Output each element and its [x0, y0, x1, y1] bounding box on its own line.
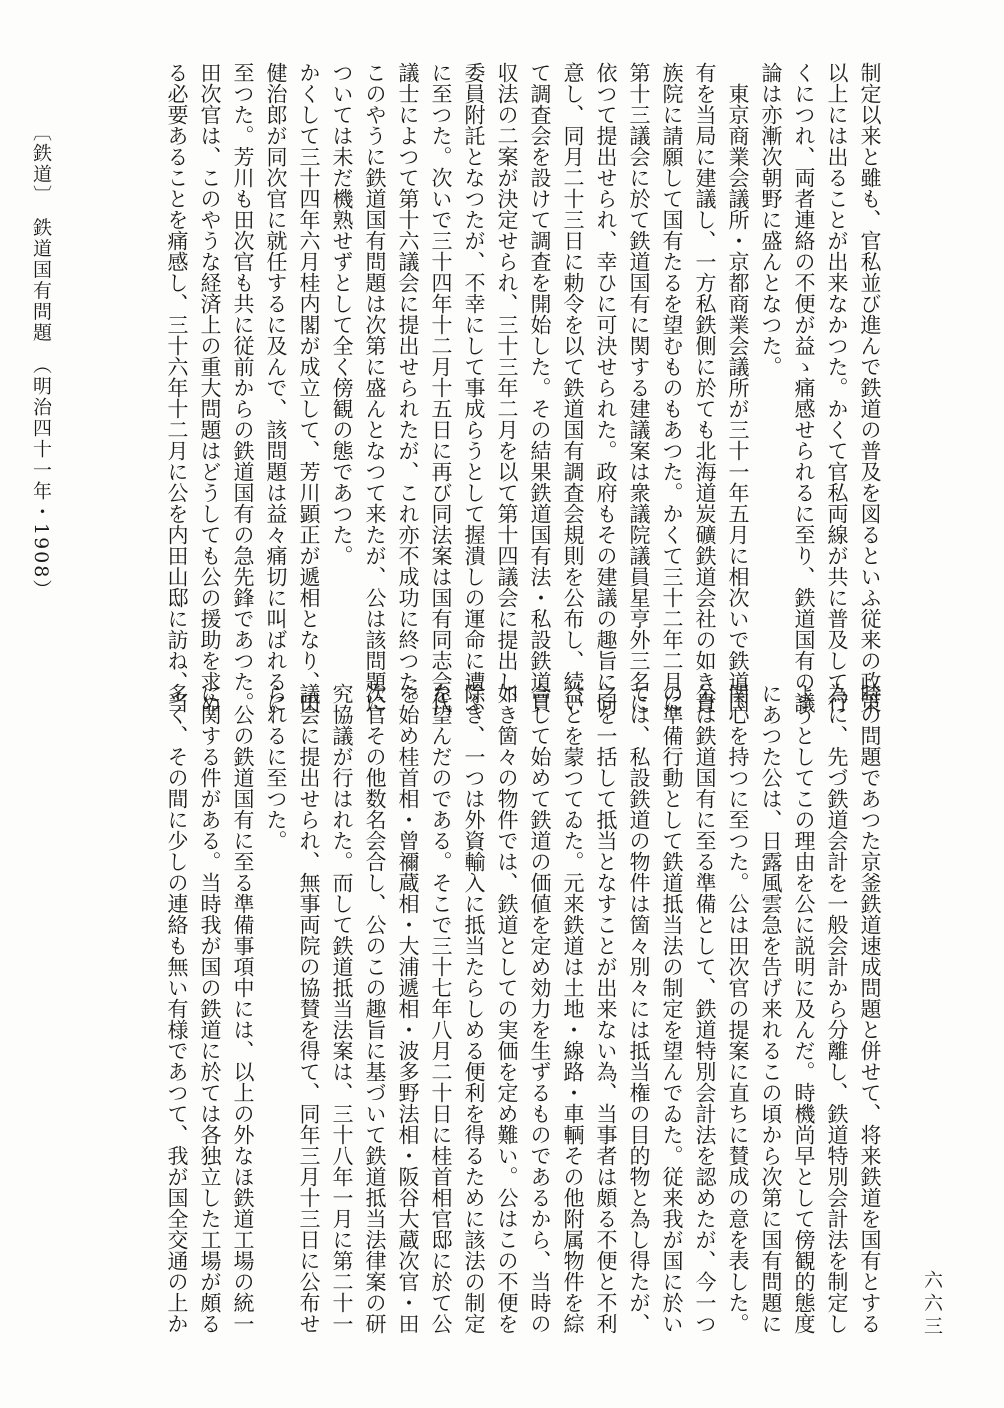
text-column: 次官その他数名会合し、公のこの趣旨に基づいて鉄道抵当法律案の研	[363, 683, 387, 1334]
text-column: 議会に提出せられ、無事両院の協賛を得て、同年三月十三日に公布せ	[297, 683, 321, 1334]
upper-text-block	[106, 62, 886, 713]
running-head: 〔鉄道〕 鉄道国有問題 （明治四十一年・1908）	[30, 122, 52, 601]
text-column: ついては未だ機熟せずとして全く傍観の態であつた。	[330, 62, 354, 566]
text-column: このやうに鉄道国有問題は次第に盛んとなつて来たが、公は該問題に	[363, 62, 387, 713]
text-column: かくして三十四年六月桂内閣が成立して、芳川顕正が遞相となり、田	[297, 62, 321, 713]
text-column: 健治郎が同次官に就任するに及んで、該問題は益々痛切に叫ばれるに	[264, 62, 288, 713]
text-column: 至つた。芳川も田次官も共に従前からの鉄道国有の急先鋒であつた。	[231, 62, 255, 713]
text-column: ては、私設鉄道の物件は箇々別々には抵当権の目的物と為し得たが、	[627, 683, 651, 1334]
text-column: を望んだのである。そこで三十七年八月二十日に桂首相官邸に於て公	[429, 683, 453, 1334]
text-column: 除き、一つは外資輸入に抵当たらしめる便利を得るために該法の制定	[462, 683, 486, 1334]
text-column: 究協議が行はれた。而して鉄道抵当法案は、三十八年一月に第二十一	[330, 683, 354, 1334]
text-column: 之を一括して抵当となすことが出来ない為、当事者は頗る不便と不利	[594, 683, 618, 1334]
lower-text-block	[106, 683, 886, 1338]
text-column: 論は亦漸次朝野に盛んとなつた。	[759, 62, 783, 377]
text-column: 益とを蒙つてゐた。元来鉄道は土地・線路・車輌その他附属物件を綜	[561, 683, 585, 1334]
text-column: 依つて提出せられ、幸ひに可決せられた。政府もその建議の趣旨に同	[594, 62, 618, 713]
text-column: に至つた。次いで三十四年十二月十五日に再び同法案は国有同志会代	[429, 62, 453, 713]
text-column: 制定以来と雖も、官私並び進んで鉄道の普及を図るといふ従来の政策	[858, 62, 882, 713]
text-column: 族院に請願して国有たるを望むものもあつた。かくて三十二年二月に	[660, 62, 684, 713]
text-column: られるに至つた。	[264, 683, 288, 851]
text-column: る必要あることを痛感し、三十六年十二月に公を内田山邸に訪ね、当	[165, 62, 189, 713]
text-column: 田次官は、このやうな経済上の重大問題はどうしても公の援助を求め	[198, 62, 222, 713]
text-column: ようとしてこの理由を公に説明に及んだ。時機尚早として傍観的態度	[792, 683, 816, 1334]
text-column: 為に、先づ鉄道会計を一般会計から分離し、鉄道特別会計法を制定し	[825, 683, 849, 1334]
text-column: 収法の二案が決定せられ、三十三年二月を以て第十四議会に提出し、	[495, 62, 519, 713]
page-number: 六六三	[921, 1270, 943, 1339]
text-column: て調査会を設けて調査を開始した。その結果鉄道国有法・私設鉄道買	[528, 62, 552, 713]
text-column: 第十三議会に於て鉄道国有に関する建議案は衆議院議員星亨外三名に	[627, 62, 651, 713]
text-column: 多く、その間に少しの連絡も無い有様であつて、我が国全交通の上か	[165, 683, 189, 1334]
text-column: に関する件がある。当時我が国の鉄道に於ては各独立した工場が頗る	[198, 683, 222, 1334]
text-column: 公の鉄道国有に至る準備事項中には、以上の外なほ鉄道工場の統一	[231, 683, 255, 1334]
text-column: 如き箇々の物件では、鉄道としての実価を定め難い。公はこの不便を	[495, 683, 519, 1334]
text-column: 合して始めて鉄道の価値を定め効力を生ずるものであるから、当時の	[528, 683, 552, 1334]
text-column: 意し、同月二十三日に勅令を以て鉄道国有調査会規則を公布し、続い	[561, 62, 585, 713]
text-column: 公は鉄道国有に至る準備として、鉄道特別会計法を認めたが、今一つ	[693, 683, 717, 1334]
text-column: 以上には出ることが出来なかつた。かくて官私両線が共に普及して行	[825, 62, 849, 713]
text-column: にあつた公は、日露風雲急を告げ来れるこの頃から次第に国有問題に	[759, 683, 783, 1334]
text-column: 有を当局に建議し、一方私鉄側に於ても北海道炭礦鉄道会社の如き貴	[693, 62, 717, 713]
text-column: くにつれ、両者連絡の不便が益ゝ痛感せられるに至り、鉄道国有の議	[792, 62, 816, 713]
text-column: 関心を持つに至つた。公は田次官の提案に直ちに賛成の意を表した。	[726, 683, 750, 1334]
text-column: 東京商業会議所・京都商業会議所が三十一年五月に相次いで鉄道国	[726, 62, 750, 713]
text-column: を始め桂首相・曾禰蔵相・大浦遞相・波多野法相・阪谷大蔵次官・田	[396, 683, 420, 1334]
text-column: の準備行動として鉄道抵当法の制定を望んでゐた。従来我が国に於い	[660, 683, 684, 1334]
text-column: 議士によつて第十六議会に提出せられたが、これ亦不成功に終つた。	[396, 62, 420, 713]
text-column: 時の問題であつた京釜鉄道速成問題と併せて、将来鉄道を国有とする	[858, 683, 882, 1334]
text-column: 委員附託となつたが、不幸にして事成らうとして握潰しの運命に遭ふ	[462, 62, 486, 713]
